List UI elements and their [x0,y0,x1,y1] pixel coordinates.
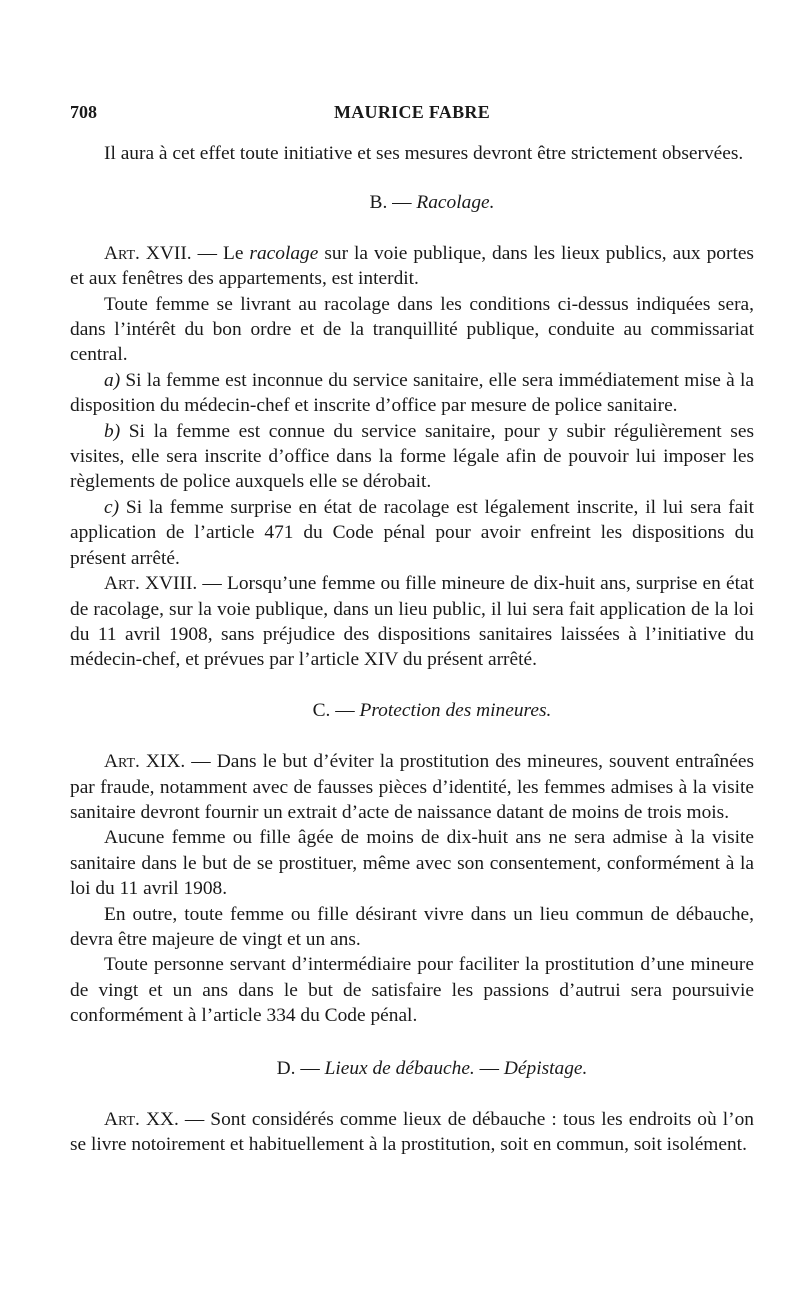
section-title: Protection des mineures. [359,699,552,721]
article-17-item-c [70,495,754,571]
item-text: Si la femme est inconnue du service sanitaire, elle sera immédiatement mise à la disposition du médecin-chef et inscrite d’office par mesure de police sanitaire. [70,369,754,417]
page-header [70,102,754,128]
article-text: — Dans le but d’éviter la prostitution des mineures, souvent entraînées par fraude, notamment avec de fausses pièces d’identité, les femmes admises à la visite sanitaire devront fournir un extrait d’acte de naissance datant de moins de trois mois. [70,751,754,823]
article-19-paragraph [70,749,754,825]
section-heading-lieux [70,1056,754,1081]
running-head: MAURICE FABRE [333,102,491,122]
section-title: Racolage. [416,192,495,214]
item-text: Si la femme est connue du service sanitaire, pour y subir régulièrement ses visites, elle sera inscrite d’office dans la forme légale afin de pouvoir lui imposer les règlements de police auxquels elle se dérobait. [70,420,754,493]
article-label: Art. XVII. [104,242,192,264]
article-label: Art. XX. [104,1109,179,1130]
section-heading-protection [70,698,754,723]
article-label: Art. XIX. [104,751,186,773]
item-label: b) [104,420,121,442]
section-label: C. — [312,699,360,721]
article-term: racolage [249,242,319,264]
item-label: a) [104,369,121,391]
article-19-paragraph-3: En outre, toute femme ou fille désirant vivre dans un lieu commun de débauche, devra être majeure de vingt et un ans. [70,903,754,950]
item-label: c) [104,496,120,518]
section-title: Lieux de débauche. [324,1057,475,1079]
article-19-paragraph-4: Toute personne servant d’intermédiaire pour faciliter la prostitution d’une mineure de vingt et un ans dans le but de satisfaire les passions d’autrui sera poursuivie conformément à l’article 334 du Code pénal. [70,954,754,1027]
article-20-paragraph [70,1107,754,1158]
section-title: Dépistage. [503,1057,588,1079]
page-number: 708 [70,102,97,122]
article-17-item-b [70,419,754,495]
article-text: — Le [191,242,250,264]
item-text: Si la femme surprise en état de racolage est légalement inscrite, il lui sera fait application de l’article 471 du Code pénal pour avoir enfreint les dispositions du présent arrêté. [70,496,754,569]
article-text: — Lorsqu’une femme ou fille mineure de dix-huit ans, surprise en état de racolage, sur la voie publique, dans un lieu public, il lui sera fait application de la loi du 11 avril 1908, sans préjudice des dispositions sanitaires laissées à l’initiative du médecin-chef, et prévues par l’article XIV du présent arrêté. [70,573,754,671]
article-18-paragraph [70,571,754,673]
article-19-paragraph-2: Aucune femme ou fille âgée de moins de dix-huit ans ne sera admise à la visite sanitaire dans le but de se prostituer, même avec son consentement, conformément à la loi du 11 avril 1908. [70,827,754,900]
section-heading-racolage [70,190,754,215]
body-text [70,141,754,1158]
section-label: B. — [369,192,417,214]
article-text: — Sont considérés comme lieux de débauche : tous les endroits où l’on se livre notoirement et habituellement à la prostitution, soit en commun, soit isolément. [70,1109,754,1156]
article-17-paragraph-2: Toute femme se livrant au racolage dans les conditions ci-dessus indiquées sera, dans l’intérêt du bon ordre et de la tranquillité publique, conduite au commissariat central. [70,293,754,366]
article-17-paragraph [70,241,754,292]
article-text: sur la voie publique, dans les lieux publics, aux portes et aux fenêtres des appartements, est interdit. [70,242,754,290]
section-separator: — [474,1057,504,1079]
article-17-item-a [70,368,754,419]
article-label: Art. XVIII. [104,573,198,595]
section-label: D. — [276,1057,325,1079]
continuation-paragraph: Il aura à cet effet toute initiative et ses mesures devront être strictement observées. [104,143,744,164]
